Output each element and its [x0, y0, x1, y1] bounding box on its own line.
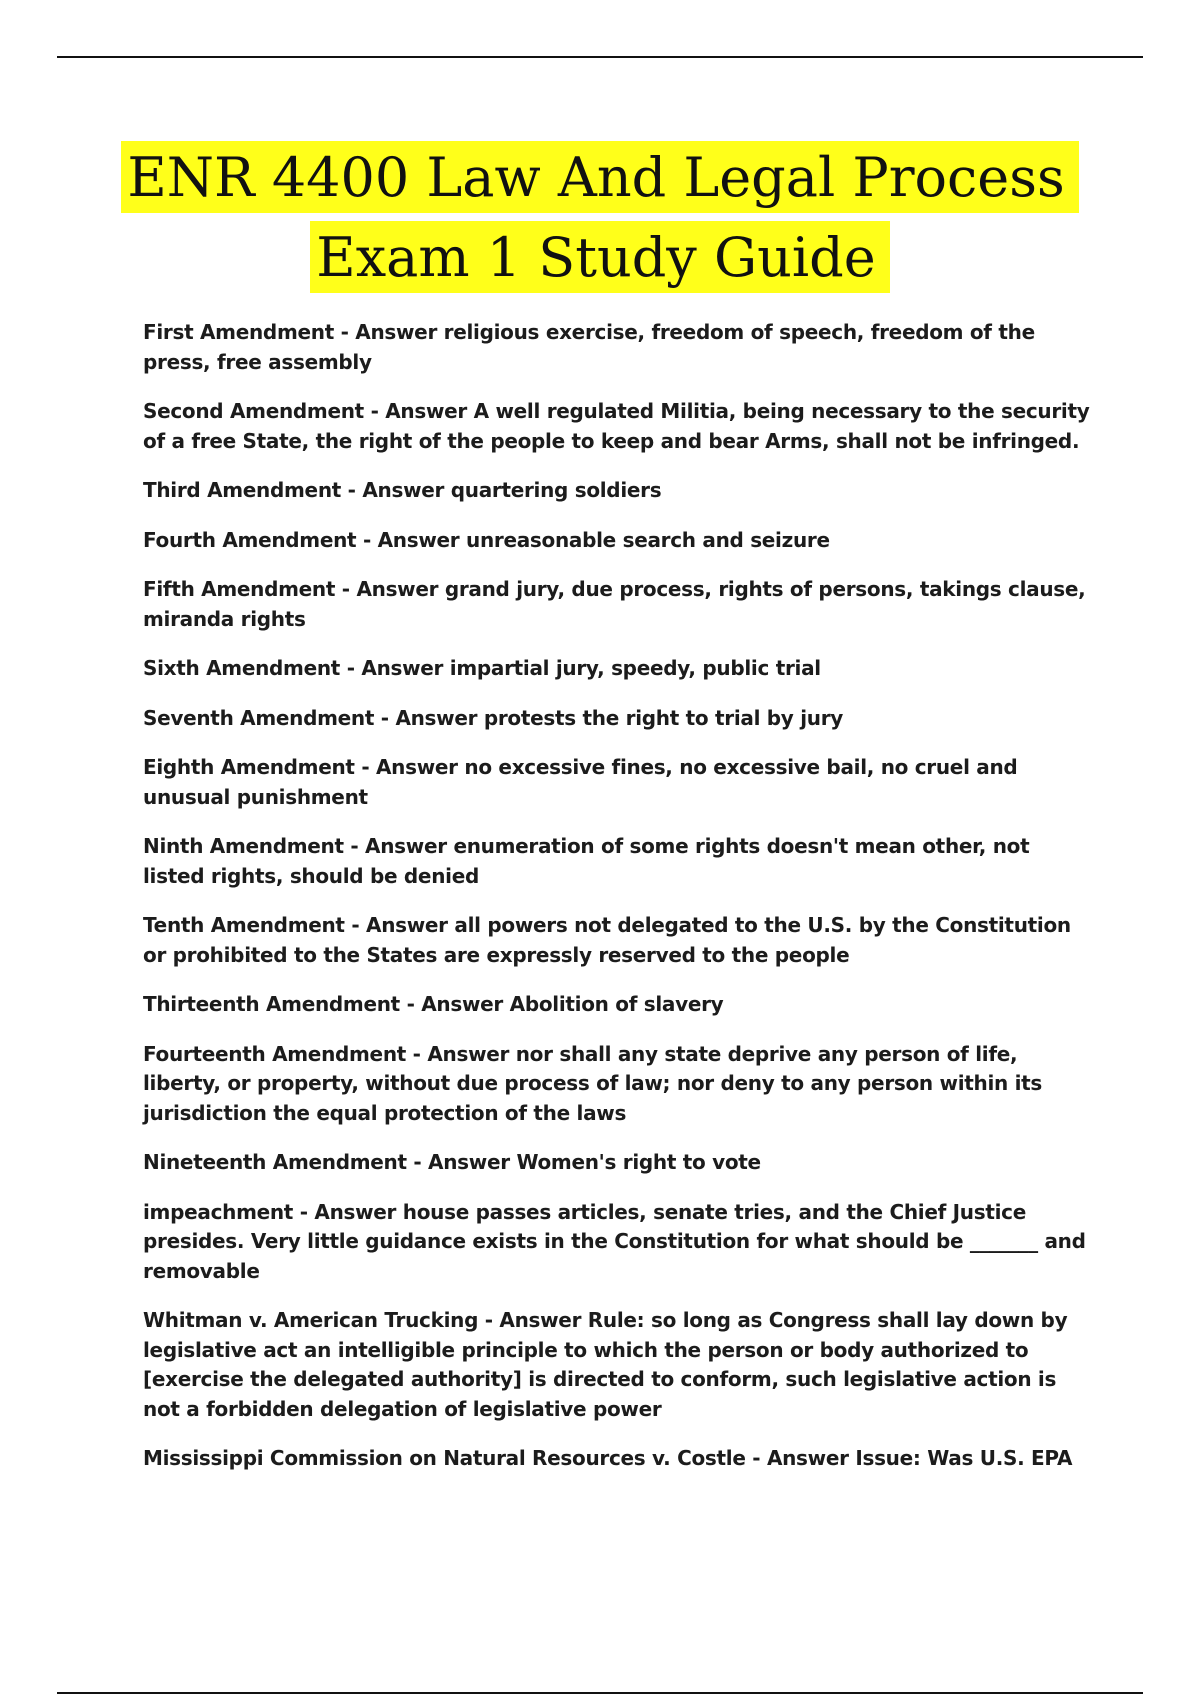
qa-item-ninth-amendment: Ninth Amendment - Answer enumeration of some rights doesn't mean other, not listed rights, should be denied	[143, 834, 1030, 888]
title-line-2: Exam 1 Study Guide	[310, 221, 889, 293]
qa-item-third-amendment: Third Amendment - Answer quartering soldiers	[143, 478, 662, 502]
top-rule	[57, 56, 1143, 58]
qa-item-thirteenth-amendment: Thirteenth Amendment - Answer Abolition of slavery	[143, 992, 724, 1016]
qa-item-whitman-v-american-trucking: Whitman v. American Trucking - Answer Rule: so long as Congress shall lay down by legislative act an intelligible principle to which the person or body authorized to [exercise the delegated authority] is directed to conform, such legislative action is not a forbidden delegation of legislative power	[143, 1308, 1068, 1421]
qa-item-second-amendment: Second Amendment - Answer A well regulated Militia, being necessary to the security of a free State, the right of the people to keep and bear Arms, shall not be infringed.	[143, 399, 1090, 453]
qa-item-first-amendment: First Amendment - Answer religious exercise, freedom of speech, freedom of the press, free assembly	[143, 320, 1035, 374]
qa-item-tenth-amendment: Tenth Amendment - Answer all powers not delegated to the U.S. by the Constitution or prohibited to the States are expressly reserved to the people	[143, 913, 1071, 967]
qa-item-nineteenth-amendment: Nineteenth Amendment - Answer Women's right to vote	[143, 1150, 761, 1174]
title-line-1: ENR 4400 Law And Legal Process	[121, 141, 1078, 213]
bottom-rule	[57, 1692, 1143, 1694]
qa-item-impeachment: impeachment - Answer house passes articles, senate tries, and the Chief Justice presides. Very little guidance exists in the Constitution for what should be _______ and removable	[143, 1199, 1086, 1283]
document-title	[0, 138, 1200, 298]
qa-item-mississippi-commission-v-costle: Mississippi Commission on Natural Resources v. Costle - Answer Issue: Was U.S. EPA	[143, 1446, 1073, 1470]
qa-item-fifth-amendment: Fifth Amendment - Answer grand jury, due process, rights of persons, takings clause, miranda rights	[143, 577, 1086, 631]
qa-item-fourth-amendment: Fourth Amendment - Answer unreasonable search and seizure	[143, 527, 830, 552]
qa-item-eighth-amendment: Eighth Amendment - Answer no excessive fines, no excessive bail, no cruel and unusual punishment	[143, 755, 1018, 809]
qa-item-seventh-amendment: Seventh Amendment - Answer protests the right to trial by jury	[143, 705, 843, 730]
qa-item-fourteenth-amendment: Fourteenth Amendment - Answer nor shall any state deprive any person of life, liberty, or property, without due process of law; nor deny to any person within its jurisdiction the equal protection of the laws	[143, 1041, 1043, 1125]
study-guide-list	[143, 318, 1093, 1494]
qa-item-sixth-amendment: Sixth Amendment - Answer impartial jury, speedy, public trial	[143, 656, 821, 680]
